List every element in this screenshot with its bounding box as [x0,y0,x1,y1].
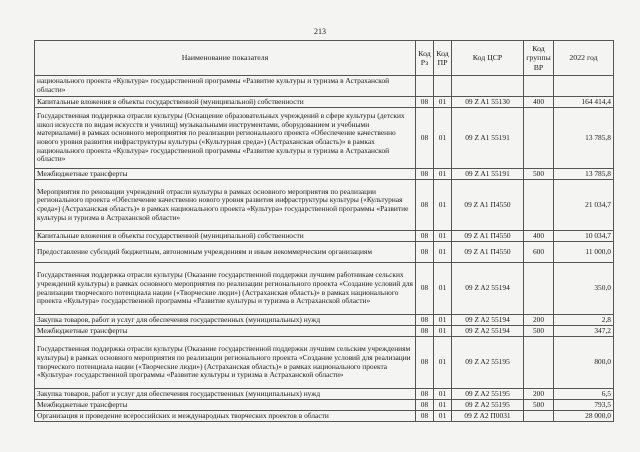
row-rz: 08 [416,242,434,263]
header-rz: Код Рз [416,41,434,76]
row-pr: 01 [434,400,452,411]
row-name: Государственная поддержка отрасли культуры (Оказание государственной поддержки лучшим сельским учреждениям культуры) в рамках основного мероприятия по реализации регионального проекта «Создание условий для реализации творческого потенциала нации («Творческие люди») (Астраханская область)» в рамках национального проекта «Культура» государственной программы «Развитие культуры и туризма в Астраханской области» [35,337,416,389]
header-vr: Код группы ВР [524,41,554,76]
row-amount: 21 034,7 [554,180,614,231]
row-pr: 01 [434,263,452,315]
table-row [35,400,614,411]
row-csr: 09 Z A1 П4550 [452,231,524,242]
row-name: Межбюджетные трансферты [35,400,416,411]
row-amount: 800,0 [554,337,614,389]
table-row [35,242,614,263]
row-vr: 600 [524,242,554,263]
row-pr: 01 [434,242,452,263]
row-csr: 09 Z A2 55194 [452,326,524,337]
row-name: Мероприятия по реновации учреждений отрасли культуры в рамках основного мероприятия по реализации регионального проекта «Обеспечение качественно нового уровня развития инфраструктуры культуры («Культурная среда») (Астраханская область)» в рамках национального проекта «Культура» государственной программы «Развитие культуры и туризма в Астраханской области» [35,180,416,231]
row-amount: 164 414,4 [554,97,614,108]
row-rz: 08 [416,337,434,389]
row-csr: 09 Z A1 55191 [452,169,524,180]
header-year: 2022 год [554,41,614,76]
row-rz: 08 [416,263,434,315]
row-name: Предоставление субсидий бюджетным, автономным учреждениям и иным некоммерческим организациям [35,242,416,263]
row-vr [524,263,554,315]
row-pr: 01 [434,326,452,337]
row-csr: 09 Z A1 55191 [452,108,524,169]
row-name: национального проекта «Культура» государственной программы «Развитие культуры и туризма в Астраханской области» [35,76,416,97]
row-csr: 09 Z A2 55195 [452,389,524,400]
row-vr: 400 [524,97,554,108]
row-rz: 08 [416,108,434,169]
row-vr: 400 [524,231,554,242]
row-pr: 01 [434,108,452,169]
row-vr [524,337,554,389]
header-name: Наименование показателя [35,41,416,76]
row-amount: 10 034,7 [554,231,614,242]
row-csr: 09 Z A2 55195 [452,337,524,389]
row-rz: 08 [416,231,434,242]
row-amount: 13 785,8 [554,169,614,180]
row-amount: 6,5 [554,389,614,400]
row-vr: 200 [524,315,554,326]
table-row [35,76,614,97]
table-row [35,169,614,180]
row-name: Государственная поддержка отрасли культуры (Оказание государственной поддержки лучшим работникам сельских учреждений культуры) в рамках основного мероприятия по реализации регионального проекта «Создание условий для реализации творческого потенциала нации («Творческие люди») (Астраханская область)» в рамках национального проекта «Культура» государственной программы «Развитие культуры и туризма в Астраханской области» [35,263,416,315]
table-row [35,389,614,400]
row-rz: 08 [416,180,434,231]
table-row [35,315,614,326]
row-vr: 500 [524,326,554,337]
row-pr: 01 [434,231,452,242]
row-rz: 08 [416,389,434,400]
row-name: Закупка товаров, работ и услуг для обеспечения государственных (муниципальных) нужд [35,315,416,326]
row-amount: 347,2 [554,326,614,337]
table-row [35,108,614,169]
row-name: Капитальные вложения в объекты государственной (муниципальной) собственности [35,231,416,242]
row-rz: 08 [416,326,434,337]
row-name: Организация и проведение всероссийских и международных творческих проектов в области [35,411,416,422]
row-pr: 01 [434,169,452,180]
row-pr: 01 [434,411,452,422]
row-vr [524,411,554,422]
row-amount: 11 000,0 [554,242,614,263]
table-row [35,97,614,108]
row-pr: 01 [434,337,452,389]
row-name: Межбюджетные трансферты [35,326,416,337]
row-csr: 09 Z A2 55194 [452,315,524,326]
header-csr: Код ЦСР [452,41,524,76]
row-name: Межбюджетные трансферты [35,169,416,180]
row-rz: 08 [416,400,434,411]
row-name: Государственная поддержка отрасли культуры (Оснащение образовательных учреждений в сфере культуры (детских школ искусств по видам искусств и училищ) музыкальными инструментами, оборудованием и учебными материалами) в рамках основного мероприятия по реализации регионального проекта «Обеспечение качественно нового уровня развития инфраструктуры культуры («Культурная среда») (Астраханская область)» в рамках национального проекта «Культура» государственной программы «Развитие культуры и туризма в Астраханской области» [35,108,416,169]
row-rz: 08 [416,97,434,108]
row-rz [416,76,434,97]
row-vr: 200 [524,389,554,400]
header-pr: Код ПР [434,41,452,76]
row-amount: 28 000,0 [554,411,614,422]
budget-table [34,40,614,422]
table-row [35,337,614,389]
row-vr [524,76,554,97]
table-row [35,263,614,315]
header-row [35,41,614,76]
row-csr: 09 Z A2 55195 [452,400,524,411]
row-vr: 500 [524,400,554,411]
row-pr: 01 [434,389,452,400]
budget-sheet [34,40,614,422]
table-row [35,411,614,422]
row-pr: 01 [434,97,452,108]
row-pr: 01 [434,180,452,231]
row-csr: 09 Z A2 П0031 [452,411,524,422]
row-amount [554,76,614,97]
row-vr: 500 [524,169,554,180]
row-pr: 01 [434,315,452,326]
row-amount: 350,0 [554,263,614,315]
table-row [35,180,614,231]
row-rz: 08 [416,411,434,422]
row-csr [452,76,524,97]
page-number: 213 [314,27,326,36]
row-csr: 09 Z A1 55130 [452,97,524,108]
row-name: Капитальные вложения в объекты государственной (муниципальной) собственности [35,97,416,108]
row-amount: 793,5 [554,400,614,411]
row-rz: 08 [416,169,434,180]
row-rz: 08 [416,315,434,326]
row-pr [434,76,452,97]
row-amount: 2,8 [554,315,614,326]
table-row [35,231,614,242]
table-row [35,326,614,337]
row-name: Закупка товаров, работ и услуг для обеспечения государственных (муниципальных) нужд [35,389,416,400]
row-amount: 13 785,8 [554,108,614,169]
row-csr: 09 Z A1 П4550 [452,242,524,263]
row-csr: 09 Z A1 П4550 [452,180,524,231]
row-vr [524,180,554,231]
row-vr [524,108,554,169]
row-csr: 09 Z A2 55194 [452,263,524,315]
